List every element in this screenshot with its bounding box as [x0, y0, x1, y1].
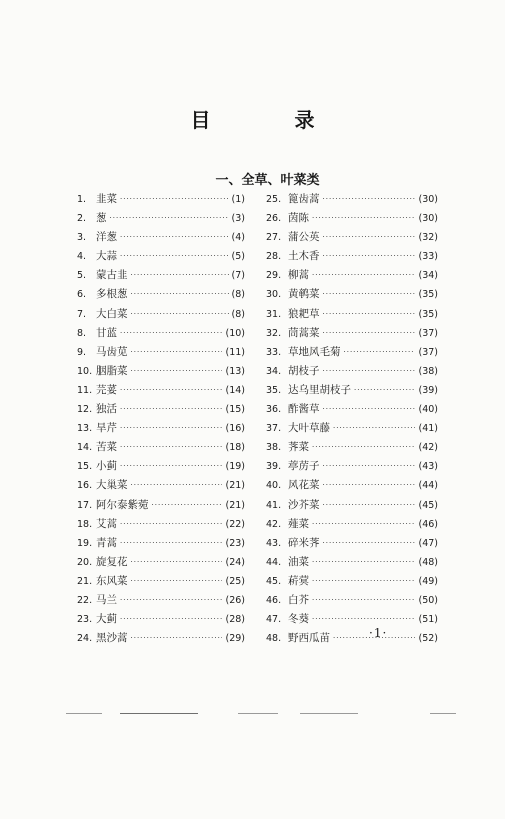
- toc-entry: [266, 381, 438, 400]
- entry-page-number: (38): [418, 365, 438, 377]
- entry-title: 篦齿蒿: [288, 193, 320, 205]
- entry-number: 37.: [266, 423, 282, 435]
- entry-page-number: (8): [231, 308, 245, 320]
- entry-title: 荠菜: [288, 441, 309, 454]
- dot-leader: [323, 190, 416, 209]
- toc-entry: [266, 362, 438, 381]
- dot-leader: [323, 496, 416, 515]
- toc-entry: [77, 534, 245, 553]
- entry-page-number: (43): [418, 461, 438, 473]
- toc-entry: [266, 553, 438, 572]
- entry-page-number: (48): [418, 556, 438, 568]
- entry-title: 柳蒿: [288, 269, 309, 282]
- entry-number: 26.: [266, 213, 282, 225]
- entry-title: 大巢菜: [96, 479, 128, 492]
- toc-entry: [266, 419, 438, 438]
- dot-leader: [131, 343, 223, 362]
- entry-page-number: (44): [418, 480, 438, 492]
- entry-title: 菥蓂: [288, 574, 309, 587]
- dot-leader: [323, 362, 416, 381]
- entry-page-number: (22): [225, 518, 245, 530]
- dot-leader: [312, 515, 415, 534]
- toc-entry: [266, 324, 438, 343]
- entry-page-number: (16): [225, 423, 245, 435]
- dot-leader: [120, 228, 229, 247]
- entry-title: 酢酱草: [288, 403, 320, 416]
- dot-leader: [110, 209, 229, 228]
- dot-leader: [120, 591, 222, 610]
- entry-number: 18.: [77, 518, 93, 530]
- entry-number: 47.: [266, 614, 282, 626]
- entry-page-number: (42): [418, 442, 438, 454]
- dot-leader: [131, 553, 223, 572]
- dot-leader: [323, 476, 416, 495]
- page-number: ·1·: [369, 626, 388, 640]
- toc-entry: [266, 190, 438, 209]
- entry-page-number: (30): [418, 213, 438, 225]
- toc-entry: [77, 362, 245, 381]
- toc-entry: [266, 400, 438, 419]
- entry-number: 40.: [266, 480, 282, 492]
- dot-leader: [120, 457, 222, 476]
- toc-entry: [77, 305, 245, 324]
- toc-entry: [266, 209, 438, 228]
- entry-title: 油菜: [288, 555, 309, 568]
- entry-number: 39.: [266, 461, 282, 473]
- entry-page-number: (8): [231, 289, 245, 301]
- dot-leader: [323, 285, 416, 304]
- toc-entry: [77, 381, 245, 400]
- entry-title: 大蒜: [96, 250, 117, 263]
- toc-entry: [266, 496, 438, 515]
- dot-leader: [323, 534, 416, 553]
- entry-number: 2.: [77, 213, 87, 225]
- entry-title: 黄鹌菜: [288, 288, 320, 301]
- entry-number: 29.: [266, 270, 282, 282]
- entry-number: 16.: [77, 480, 93, 492]
- entry-number: 14.: [77, 442, 93, 454]
- entry-number: 24.: [77, 633, 93, 645]
- dot-leader: [131, 362, 223, 381]
- entry-page-number: (35): [418, 308, 438, 320]
- entry-title: 土木香: [288, 250, 320, 263]
- toc-entry: [266, 228, 438, 247]
- dot-leader: [131, 629, 223, 648]
- entry-title: 葶苈子: [288, 460, 320, 473]
- entry-title: 东风菜: [96, 574, 128, 587]
- entry-page-number: (30): [418, 194, 438, 205]
- entry-title: 马齿苋: [96, 345, 128, 358]
- entry-number: 10.: [77, 365, 93, 377]
- dot-leader: [333, 419, 415, 438]
- toc-entry: [77, 190, 245, 209]
- dot-leader: [120, 400, 222, 419]
- toc-entry: [266, 515, 438, 534]
- entry-number: 7.: [77, 308, 87, 320]
- dot-leader: [344, 343, 416, 362]
- entry-page-number: (41): [418, 423, 438, 435]
- entry-page-number: (33): [418, 251, 438, 263]
- dot-leader: [120, 247, 229, 266]
- entry-number: 42.: [266, 518, 282, 530]
- entry-title: 草地风毛菊: [288, 345, 341, 358]
- entry-number: 3.: [77, 232, 87, 244]
- entry-title: 艾蒿: [96, 517, 117, 530]
- dot-leader: [323, 247, 416, 266]
- dot-leader: [120, 515, 222, 534]
- entry-number: 17.: [77, 499, 93, 511]
- entry-title: 风花菜: [288, 479, 320, 492]
- entry-number: 15.: [77, 461, 93, 473]
- dot-leader: [323, 324, 416, 343]
- entry-page-number: (23): [225, 537, 245, 549]
- entry-page-number: (13): [225, 365, 245, 377]
- entry-title: 马兰: [96, 593, 117, 606]
- toc-entry: [77, 247, 245, 266]
- toc-entry: [77, 419, 245, 438]
- entry-page-number: (34): [418, 270, 438, 282]
- dot-leader: [131, 305, 229, 324]
- entry-page-number: (25): [225, 575, 245, 587]
- dot-leader: [131, 266, 229, 285]
- scan-artifact-line: [430, 713, 456, 714]
- entry-number: 12.: [77, 404, 93, 416]
- dot-leader: [312, 266, 415, 285]
- entry-title: 茵陈: [288, 212, 309, 225]
- entry-page-number: (37): [418, 346, 438, 358]
- toc-entry: [266, 610, 438, 629]
- entry-number: 35.: [266, 384, 282, 396]
- entry-number: 43.: [266, 537, 282, 549]
- entry-number: 5.: [77, 270, 87, 282]
- entry-page-number: (47): [418, 537, 438, 549]
- entry-page-number: (10): [225, 327, 245, 339]
- toc-entry: [266, 534, 438, 553]
- entry-number: 41.: [266, 499, 282, 511]
- entry-page-number: (14): [225, 384, 245, 396]
- entry-page-number: (3): [231, 213, 245, 225]
- toc-entry: [77, 343, 245, 362]
- toc-entry: [77, 266, 245, 285]
- entry-number: 22.: [77, 594, 93, 606]
- entry-number: 36.: [266, 404, 282, 416]
- entry-page-number: (28): [225, 614, 245, 626]
- dot-leader: [312, 438, 415, 457]
- entry-number: 48.: [266, 633, 282, 645]
- toc-entry: [77, 324, 245, 343]
- entry-page-number: (4): [231, 232, 245, 244]
- entry-title: 沙芥菜: [288, 498, 320, 511]
- dot-leader: [323, 400, 416, 419]
- entry-page-number: (45): [418, 499, 438, 511]
- entry-title: 茼蒿菜: [288, 326, 320, 339]
- entry-number: 27.: [266, 232, 282, 244]
- entry-title: 青蒿: [96, 536, 117, 549]
- dot-leader: [120, 610, 222, 629]
- entry-page-number: (37): [418, 327, 438, 339]
- entry-number: 19.: [77, 537, 93, 549]
- entry-title: 旱芹: [96, 422, 117, 435]
- entry-page-number: (1): [231, 194, 245, 205]
- entry-number: 13.: [77, 423, 93, 435]
- entry-title: 葱: [96, 212, 107, 225]
- entry-page-number: (39): [418, 384, 438, 396]
- toc-entry: [77, 400, 245, 419]
- toc-entry: [77, 209, 245, 228]
- dot-leader: [312, 553, 415, 572]
- entry-title: 大叶草藤: [288, 422, 330, 435]
- entry-page-number: (40): [418, 404, 438, 416]
- dot-leader: [312, 572, 415, 591]
- entry-title: 野西瓜苗: [288, 632, 330, 645]
- scan-artifact-line: [238, 713, 278, 714]
- entry-page-number: (19): [225, 461, 245, 473]
- entry-page-number: (7): [231, 270, 245, 282]
- toc-entry: [266, 343, 438, 362]
- entry-title: 多根葱: [96, 288, 128, 301]
- toc-entry: [77, 572, 245, 591]
- entry-number: 9.: [77, 346, 87, 358]
- entry-number: 25.: [266, 194, 282, 205]
- entry-number: 33.: [266, 346, 282, 358]
- dot-leader: [120, 381, 222, 400]
- entry-page-number: (21): [225, 499, 245, 511]
- toc-entry: [266, 476, 438, 495]
- dot-leader: [312, 209, 415, 228]
- entry-page-number: (50): [418, 594, 438, 606]
- dot-leader: [323, 305, 416, 324]
- scan-artifact-line: [300, 713, 358, 714]
- dot-leader: [120, 324, 222, 343]
- entry-title: 独活: [96, 403, 117, 416]
- entry-page-number: (18): [225, 442, 245, 454]
- entry-number: 4.: [77, 251, 87, 263]
- entry-number: 8.: [77, 327, 87, 339]
- toc-entry: [77, 457, 245, 476]
- toc-entry: [77, 553, 245, 572]
- entry-title: 阿尔泰紫菀: [96, 498, 149, 511]
- scan-artifact-line: [66, 713, 102, 714]
- entry-page-number: (51): [418, 614, 438, 626]
- entry-number: 11.: [77, 384, 93, 396]
- entry-title: 冬葵: [288, 613, 309, 626]
- entry-number: 44.: [266, 556, 282, 568]
- entry-number: 20.: [77, 556, 93, 568]
- entry-number: 1.: [77, 194, 87, 205]
- entry-page-number: (15): [225, 404, 245, 416]
- page-title: 目 录: [190, 108, 347, 132]
- entry-page-number: (29): [225, 633, 245, 645]
- entry-title: 狼耙草: [288, 307, 320, 320]
- dot-leader: [131, 476, 223, 495]
- entry-page-number: (49): [418, 575, 438, 587]
- dot-leader: [152, 496, 223, 515]
- dot-leader: [131, 285, 229, 304]
- dot-leader: [120, 438, 222, 457]
- entry-page-number: (21): [225, 480, 245, 492]
- dot-leader: [323, 457, 416, 476]
- toc-entry: [77, 629, 245, 648]
- toc-right-column: [266, 190, 438, 648]
- entry-title: 芫荽: [96, 383, 117, 396]
- toc-entry: [77, 476, 245, 495]
- entry-number: 34.: [266, 365, 282, 377]
- entry-number: 46.: [266, 594, 282, 606]
- entry-title: 达乌里胡枝子: [288, 383, 351, 396]
- dot-leader: [120, 534, 222, 553]
- entry-page-number: (32): [418, 232, 438, 244]
- toc-entry: [266, 266, 438, 285]
- entry-number: 30.: [266, 289, 282, 301]
- entry-title: 旋复花: [96, 555, 128, 568]
- entry-title: 大白菜: [96, 307, 128, 320]
- toc-entry: [266, 438, 438, 457]
- entry-page-number: (11): [225, 346, 245, 358]
- toc-entry: [77, 591, 245, 610]
- entry-title: 白芥: [288, 593, 309, 606]
- entry-page-number: (35): [418, 289, 438, 301]
- toc-entry: [266, 305, 438, 324]
- entry-number: 38.: [266, 442, 282, 454]
- dot-leader: [131, 572, 223, 591]
- toc-entry: [77, 496, 245, 515]
- entry-title: 黑沙蒿: [96, 632, 128, 645]
- entry-title: 洋葱: [96, 231, 117, 244]
- entry-page-number: (52): [418, 633, 438, 645]
- entry-number: 31.: [266, 308, 282, 320]
- entry-number: 6.: [77, 289, 87, 301]
- entry-title: 胡枝子: [288, 364, 320, 377]
- entry-title: 小蓟: [96, 460, 117, 473]
- dot-leader: [120, 419, 222, 438]
- toc-entry: [266, 572, 438, 591]
- toc-entry: [77, 228, 245, 247]
- entry-number: 45.: [266, 575, 282, 587]
- toc-entry: [266, 285, 438, 304]
- toc-entry: [77, 515, 245, 534]
- dot-leader: [120, 190, 229, 209]
- entry-number: 23.: [77, 614, 93, 626]
- toc-left-column: [77, 190, 245, 648]
- entry-title: 碎米荠: [288, 536, 320, 549]
- entry-page-number: (26): [225, 594, 245, 606]
- dot-leader: [354, 381, 415, 400]
- toc-entry: [266, 457, 438, 476]
- dot-leader: [323, 228, 416, 247]
- entry-page-number: (5): [231, 251, 245, 263]
- entry-title: 薤菜: [288, 517, 309, 530]
- entry-page-number: (24): [225, 556, 245, 568]
- dot-leader: [312, 610, 415, 629]
- toc-entry: [266, 247, 438, 266]
- toc-entry: [266, 629, 438, 648]
- toc-entry: [77, 285, 245, 304]
- toc-entry: [77, 610, 245, 629]
- entry-title: 韭菜: [96, 193, 117, 205]
- entry-title: 大蓟: [96, 613, 117, 626]
- entry-title: 胭脂菜: [96, 364, 128, 377]
- section-title: 一、全草、叶菜类: [215, 173, 320, 188]
- dot-leader: [312, 591, 415, 610]
- entry-number: 21.: [77, 575, 93, 587]
- entry-title: 蒲公英: [288, 231, 320, 244]
- toc-entry: [77, 438, 245, 457]
- scan-artifact-line: [120, 713, 198, 714]
- entry-title: 蒙古韭: [96, 269, 128, 282]
- toc-entry: [266, 591, 438, 610]
- entry-title: 甘蓝: [96, 326, 117, 339]
- entry-number: 32.: [266, 327, 282, 339]
- entry-page-number: (46): [418, 518, 438, 530]
- entry-title: 苦菜: [96, 441, 117, 454]
- entry-number: 28.: [266, 251, 282, 263]
